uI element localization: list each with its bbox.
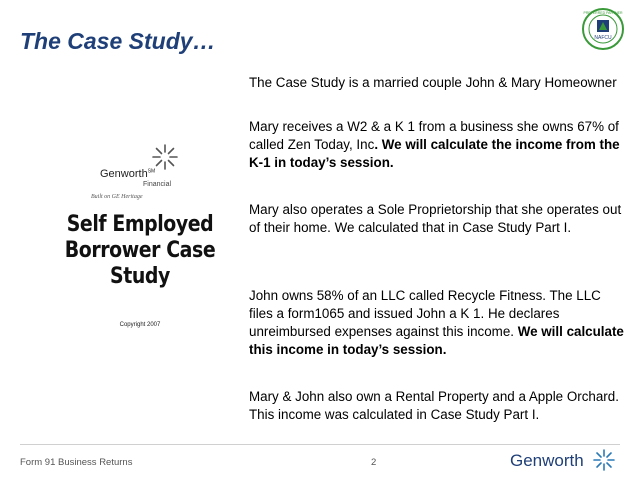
cover-logo-wordmark	[100, 168, 155, 180]
paragraph-sole-prop-text: Mary also operates a Sole Proprietorship that she operates out of their home. We calculated that in Case Study Part I.	[249, 202, 622, 235]
nafcu-badge-icon	[580, 6, 626, 52]
footer-brand-wordmark: Genworth	[510, 451, 584, 470]
cover-logo-word: Genworth	[100, 168, 148, 180]
badge-arc-text: PREFERRED PARTNER	[583, 11, 623, 15]
cover-logo-sub: Financial	[143, 181, 172, 188]
footer-divider	[20, 444, 620, 445]
paragraph-john-llc	[249, 287, 624, 359]
paragraph-mary-k1-text: Mary receives a W2 & a K 1 from a business she owns 67% of called Zen Today, Inc	[249, 119, 619, 152]
paragraph-john-llc-text: John owns 58% of an LLC called Recycle Fitness. The LLC files a form1065 and issued John a K 1. He declares unreimbursed expenses against this income.	[249, 288, 601, 339]
cover-title	[63, 212, 218, 290]
page-number: 2	[371, 457, 377, 468]
paragraph-mary-k1	[249, 118, 624, 172]
badge-org-text: NAFCU	[594, 35, 612, 41]
cover-title-line-1: Self Employed	[66, 212, 214, 237]
cover-logo-tm: SM	[147, 168, 156, 175]
footer-genworth-burst-icon	[592, 448, 616, 472]
cover-title-line-3: Study	[110, 264, 170, 289]
case-study-cover	[50, 138, 230, 338]
cover-built-on: Built on GE Heritage	[91, 194, 143, 200]
paragraph-rental	[249, 388, 624, 424]
paragraph-intro-text: The Case Study is a married couple John & Mary Homeowner	[249, 75, 617, 90]
cover-copyright: Copyright 2007	[119, 322, 161, 328]
slide-title: The Case Study…	[20, 28, 216, 54]
paragraph-intro	[249, 74, 624, 92]
paragraph-sole-prop	[249, 201, 624, 237]
footer-label: Form 91 Business Returns	[20, 457, 133, 468]
paragraph-john-llc-emphasis: We will calculate this income in today’s session.	[249, 324, 624, 357]
paragraph-mary-k1-emphasis: . We will calculate the income from the K-1 in today’s session.	[249, 137, 620, 170]
paragraph-rental-text: Mary & John also own a Rental Property and a Apple Orchard. This income was calculated in Case Study Part I.	[249, 389, 619, 422]
cover-title-line-2: Borrower Case	[64, 238, 216, 263]
